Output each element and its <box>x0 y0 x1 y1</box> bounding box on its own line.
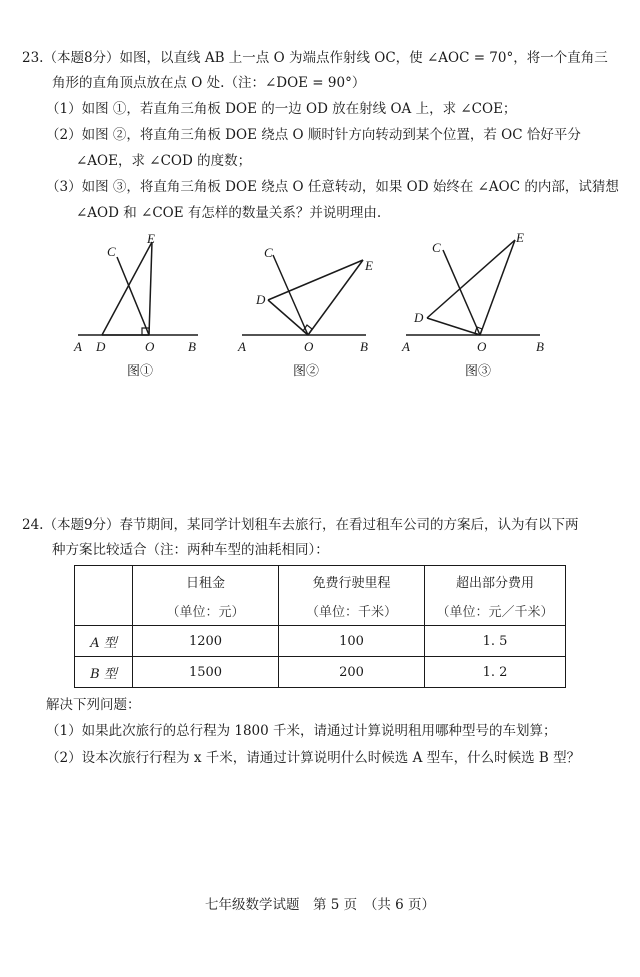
side-oe <box>149 242 152 335</box>
ray-oc <box>443 250 480 335</box>
figure-1 <box>70 230 210 355</box>
side-oe <box>480 240 515 335</box>
q24-after-line-2: （1）如果此次旅行的总行程为 1800 千米，请通过计算说明租用哪种型号的车划算； <box>46 723 557 739</box>
figure-1-caption: 图① <box>126 364 153 379</box>
label-b: B <box>360 339 368 354</box>
label-e: E <box>365 258 373 273</box>
q24-after-line-1: 解决下列问题： <box>46 697 141 713</box>
label-o: O <box>145 339 155 354</box>
row-type: A 型 <box>75 626 133 657</box>
ray-oc <box>117 257 149 335</box>
side-od <box>268 300 308 335</box>
header-rent <box>133 566 279 626</box>
header-free-title: 免费行驶里程 <box>312 575 391 591</box>
page-footer: 七年级数学试题 第 5 页 （共 6 页） <box>204 897 436 913</box>
figure-2 <box>236 230 376 355</box>
header-free-mileage <box>279 566 425 626</box>
label-c: C <box>432 240 441 255</box>
row-type: B 型 <box>75 657 133 688</box>
label-d: D <box>96 339 106 354</box>
label-b: B <box>536 339 544 354</box>
header-rent-title: 日租金 <box>185 575 225 591</box>
label-d: D <box>414 310 424 325</box>
row-free: 200 <box>279 657 425 688</box>
label-o: O <box>477 339 487 354</box>
figure-3-caption: 图③ <box>464 364 491 379</box>
label-e: E <box>147 231 155 246</box>
q23-line-3: （1）如图 ①，若直角三角板 DOE 的一边 OD 放在射线 OA 上，求 ∠COE； <box>46 101 517 117</box>
label-o: O <box>304 339 314 354</box>
row-extra: 1. 5 <box>425 626 566 657</box>
q23-line-6: （3）如图 ③，将直角三角板 DOE 绕点 O 任意转动，如果 OD 始终在 ∠AOC 的内部，试猜想 <box>46 179 619 195</box>
row-rent: 1500 <box>133 657 279 688</box>
q23-line-5: ∠AOE，求 ∠COD 的度数； <box>76 153 252 169</box>
row-free: 100 <box>279 626 425 657</box>
row-extra: 1. 2 <box>425 657 566 688</box>
side-od <box>427 318 480 335</box>
label-a: A <box>402 339 410 354</box>
label-d: D <box>256 292 266 307</box>
q23-line-4: （2）如图 ②，将直角三角板 DOE 绕点 O 顺时针方向转动到某个位置，若 OC 恰好平分 <box>46 127 581 143</box>
figure-3 <box>400 230 550 355</box>
label-c: C <box>107 244 116 259</box>
q24-line-1: 24.（本题9分）春节期间，某同学计划租车去旅行，在看过租车公司的方案后，认为有以下两 <box>22 517 579 533</box>
q24-line-2: 种方案比较适合（注：两种车型的油耗相同）： <box>52 542 329 558</box>
label-a: A <box>238 339 246 354</box>
label-a: A <box>74 339 82 354</box>
q23-line-2: 角形的直角顶点放在点 O 处.（注：∠DOE = 90°） <box>52 75 366 91</box>
header-extra-title: 超出部分费用 <box>455 575 534 591</box>
q23-line-1: 23.（本题8分）如图，以直线 AB 上一点 O 为端点作射线 OC，使 ∠AOC = 70°，将一个直角三 <box>22 50 608 66</box>
header-extra-fee <box>425 566 566 626</box>
figure-2-caption: 图② <box>292 364 319 379</box>
rental-plans-table <box>74 565 566 688</box>
table-row <box>75 626 566 657</box>
label-e: E <box>516 230 524 245</box>
table-row <box>75 657 566 688</box>
header-rent-unit: （单位：元） <box>166 604 245 620</box>
table-header-row <box>75 566 566 626</box>
q24-after-line-3: （2）设本次旅行行程为 x 千米，请通过计算说明什么时候选 A 型车，什么时候选 B 型？ <box>46 750 581 766</box>
label-c: C <box>264 245 273 260</box>
header-free-unit: （单位：千米） <box>305 604 397 620</box>
label-b: B <box>188 339 196 354</box>
header-empty-cell <box>75 566 133 626</box>
row-rent: 1200 <box>133 626 279 657</box>
header-extra-unit: （单位：元／千米） <box>436 604 554 620</box>
q23-line-7: ∠AOD 和 ∠COE 有怎样的数量关系？并说明理由. <box>76 205 382 221</box>
